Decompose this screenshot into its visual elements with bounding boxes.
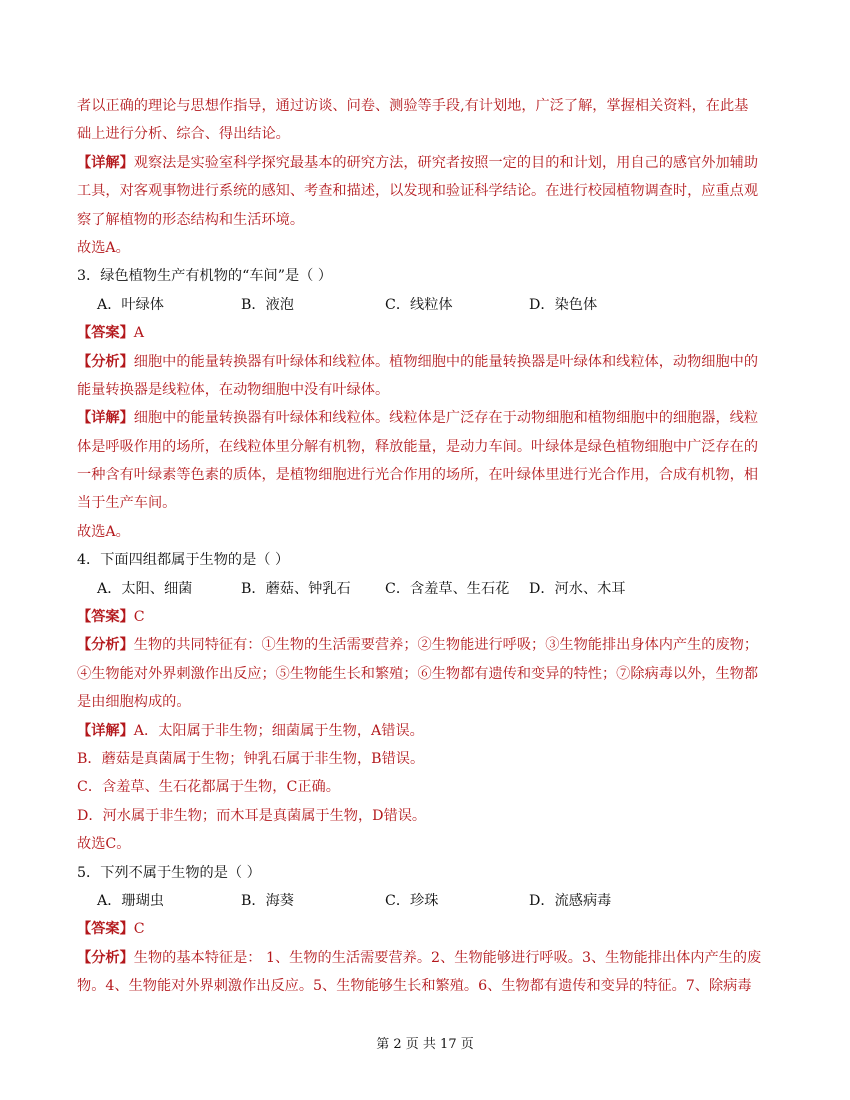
q5-options: [77, 887, 777, 915]
q2-detail-line-3: 察了解植物的形态结构和生活环境。: [77, 211, 305, 228]
answer-value: A: [133, 325, 145, 342]
q5-option-a: A．珊瑚虫: [97, 892, 164, 909]
q4-detail-line-4: D．河水属于非生物；而木耳是真菌属于生物，D错误。: [77, 807, 427, 824]
q4-analysis-line-2: ④生物能对外界刺激作出反应；⑤生物能生长和繁殖；⑥生物都有遗传和变异的特性；⑦除病毒以外，生物都: [77, 665, 759, 682]
intro-line-1: 者以正确的理论与思想作指导，通过访谈、问卷、测验等手段,有计划地，广泛了解，掌握相关资料，在此基: [77, 98, 749, 114]
q5-stem: 5．下列不属于生物的是（ ）: [77, 864, 261, 881]
q5-option-d: D．流感病毒: [529, 892, 612, 909]
q3-detail-line-1: [77, 404, 777, 432]
q5-option-c: C．珍珠: [385, 892, 439, 909]
answer-value: C: [133, 609, 145, 626]
q4-option-b: B．蘑菇、钟乳石: [241, 580, 351, 597]
detail-text: A．太阳属于非生物；细菌属于生物，A错误。: [133, 722, 424, 739]
q3-analysis-line-1: [77, 348, 777, 376]
q3-detail-line-4: 当于生产车间。: [77, 495, 177, 512]
q5-answer: [77, 915, 777, 943]
analysis-tag: 【分析】: [77, 353, 134, 370]
q3-detail-line-2: 体是呼吸作用的场所，在线粒体里分解有机物，释放能量，是动力车间。叶绿体是绿色植物细胞中广泛存在的: [77, 438, 759, 455]
q4-detail-line-3: C．含羞草、生石花都属于生物，C正确。: [77, 779, 340, 796]
analysis-text: 生物的共同特征有：①生物的生活需要营养；②生物能进行呼吸；③生物能排出身体内产生的废物；: [133, 637, 759, 654]
q5-analysis-line-1: [77, 944, 777, 972]
page-footer: 第 2 页 共 17 页: [376, 1037, 474, 1052]
q4-analysis-line-1: [77, 631, 777, 659]
q3-option-a: A．叶绿体: [97, 296, 164, 313]
analysis-text: 细胞中的能量转换器有叶绿体和线粒体。植物细胞中的能量转换器是叶绿体和线粒体，动物细胞中的: [133, 353, 759, 370]
q4-detail-line-1: [77, 717, 777, 745]
q4-option-c: C．含羞草、生石花: [385, 580, 510, 597]
q3-options: [77, 291, 777, 319]
q4-options: [77, 575, 777, 603]
intro-line-2: 础上进行分析、综合、得出结论。: [77, 126, 290, 143]
analysis-tag: 【分析】: [77, 637, 134, 654]
q3-answer: [77, 319, 777, 347]
answer-value: C: [133, 921, 145, 938]
q4-detail-line-2: B．蘑菇是真菌属于生物；钟乳石属于非生物，B错误。: [77, 750, 425, 767]
analysis-text: 生物的基本特征是： 1、生物的生活需要营养。2、生物能够进行呼吸。3、生物能排出体内产生的废: [133, 949, 762, 966]
q3-option-c: C．线粒体: [385, 296, 453, 313]
detail-tag: 【详解】: [77, 154, 134, 171]
q2-detail-line-2: 工具，对客观事物进行系统的感知、考查和描述，以发现和验证科学结论。在进行校园植物调查时，应重点观: [77, 183, 759, 200]
q2-conclusion: 故选A。: [77, 239, 130, 256]
q4-option-d: D．河水、木耳: [529, 580, 626, 597]
analysis-tag: 【分析】: [77, 949, 134, 966]
q3-conclusion: 故选A。: [77, 523, 130, 540]
q3-option-b: B．液泡: [241, 296, 294, 313]
q4-analysis-line-3: 是由细胞构成的。: [77, 694, 191, 711]
answer-tag: 【答案】: [77, 921, 134, 938]
q5-analysis-line-2: 物。4、生物能对外界刺激作出反应。5、生物能够生长和繁殖。6、生物都有遗传和变异的特征。7、除病毒: [77, 978, 752, 995]
q3-option-d: D．染色体: [529, 296, 598, 313]
answer-tag: 【答案】: [77, 325, 134, 342]
detail-tag: 【详解】: [77, 410, 134, 427]
document-body: [77, 92, 777, 1001]
q4-conclusion: 故选C。: [77, 836, 131, 853]
answer-tag: 【答案】: [77, 609, 134, 626]
q2-detail-line-1: [77, 149, 777, 177]
q4-answer: [77, 603, 777, 631]
q3-stem: 3．绿色植物生产有机物的“车间”是（ ）: [77, 268, 333, 285]
detail-tag: 【详解】: [77, 722, 134, 739]
q3-detail-line-3: 一种含有叶绿素等色素的质体，是植物细胞进行光合作用的场所，在叶绿体里进行光合作用，合成有机物，相: [77, 467, 759, 484]
detail-text: 细胞中的能量转换器有叶绿体和线粒体。线粒体是广泛存在于动物细胞和植物细胞中的细胞器，线粒: [133, 410, 759, 427]
q3-analysis-line-2: 能量转换器是线粒体，在动物细胞中没有叶绿体。: [77, 381, 390, 398]
q5-option-b: B．海葵: [241, 892, 294, 909]
q4-stem: 4．下面四组都属于生物的是（ ）: [77, 552, 290, 569]
detail-text: 观察法是实验室科学探究最基本的研究方法，研究者按照一定的目的和计划，用自己的感官外加辅助: [133, 154, 759, 171]
q4-option-a: A．太阳、细菌: [97, 580, 193, 597]
